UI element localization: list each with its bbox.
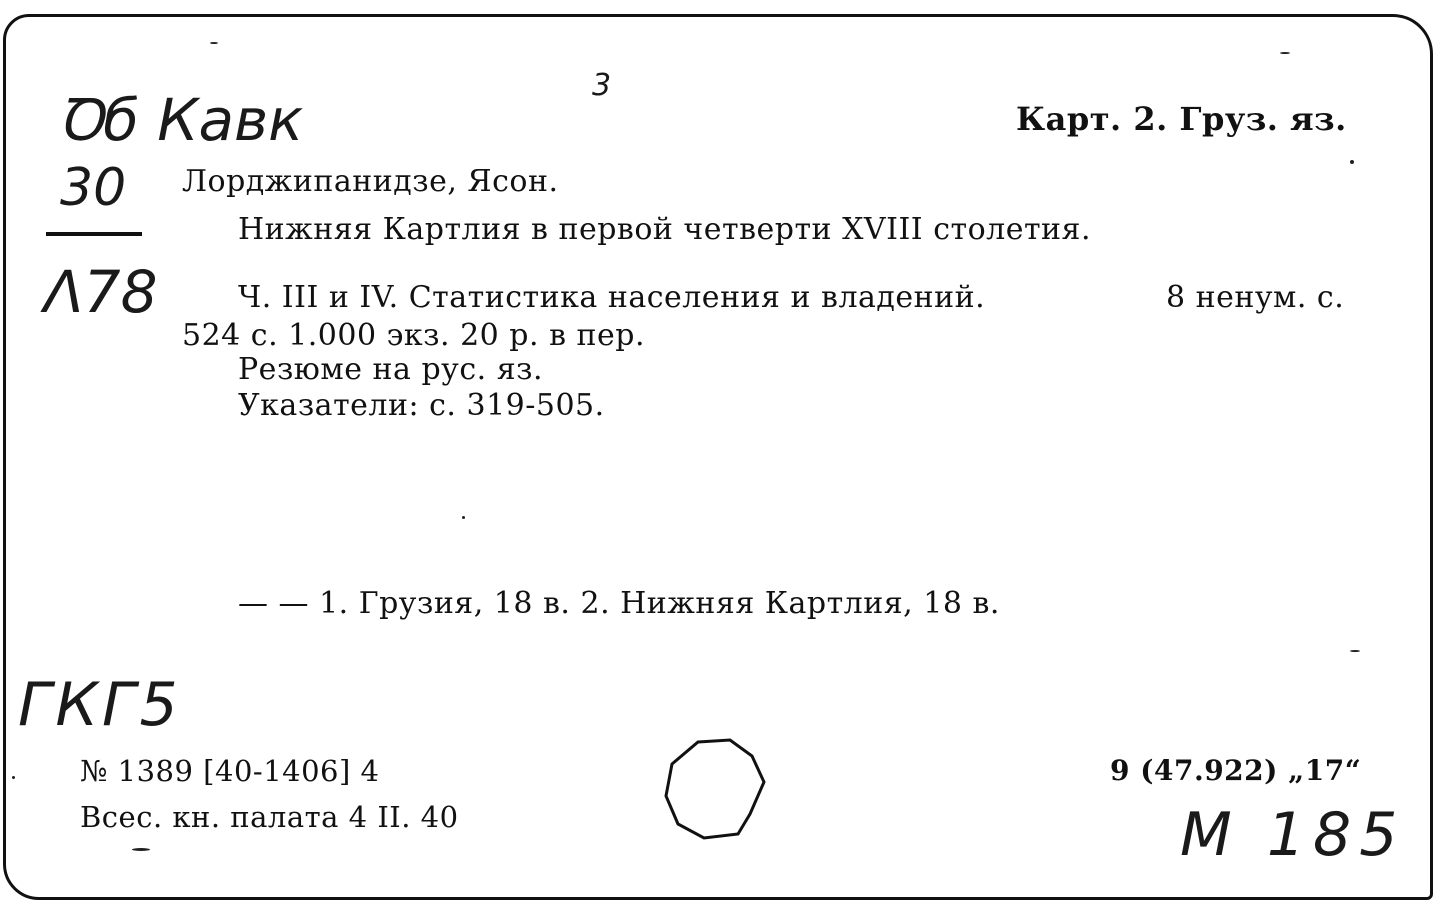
pages-unnumbered: 8 ненум. с. [1166, 280, 1345, 315]
parts: Ч. III и IV. Статистика населения и владений. [238, 280, 986, 315]
subject-headings: — — 1. Грузия, 18 в. 2. Нижняя Картлия, 18 в. [238, 586, 1000, 621]
author: Лорджипанидзе, Ясон. [182, 164, 559, 199]
imprint: 524 с. 1.000 экз. 20 р. в пер. [182, 318, 645, 353]
scan-speck [1280, 52, 1290, 54]
handwritten-shelf-number: 30 [60, 158, 127, 218]
section-label: Карт. 2. Груз. яз. [1016, 100, 1347, 138]
handwritten-underline [46, 232, 142, 236]
scan-speck [1350, 160, 1354, 164]
punch-hole [660, 736, 770, 846]
book-chamber: Всес. кн. палата 4 II. 40 [80, 800, 459, 834]
scan-speck [132, 848, 150, 851]
title: Нижняя Картлия в первой четверти XVIII столетия. [238, 212, 1092, 247]
handwritten-page-mark: 3 [592, 68, 612, 103]
handwritten-shelfmark: Ꝺб Кавк [58, 86, 304, 154]
scan-speck [462, 516, 465, 519]
scan-speck [1350, 650, 1360, 652]
record-number: № 1389 [40-1406] 4 [80, 754, 380, 788]
scan-speck [12, 776, 15, 779]
index-note: Указатели: с. 319-505. [238, 388, 605, 423]
handwritten-shelf-code: Λ78 [44, 258, 158, 326]
handwritten-left-code: ГКГ5 [18, 670, 182, 740]
handwritten-bottom-right: M 185 [1180, 800, 1406, 870]
classification: 9 (47.922) „17“ [1110, 754, 1362, 787]
scan-speck [210, 42, 218, 44]
summary-note: Резюме на рус. яз. [238, 352, 544, 387]
